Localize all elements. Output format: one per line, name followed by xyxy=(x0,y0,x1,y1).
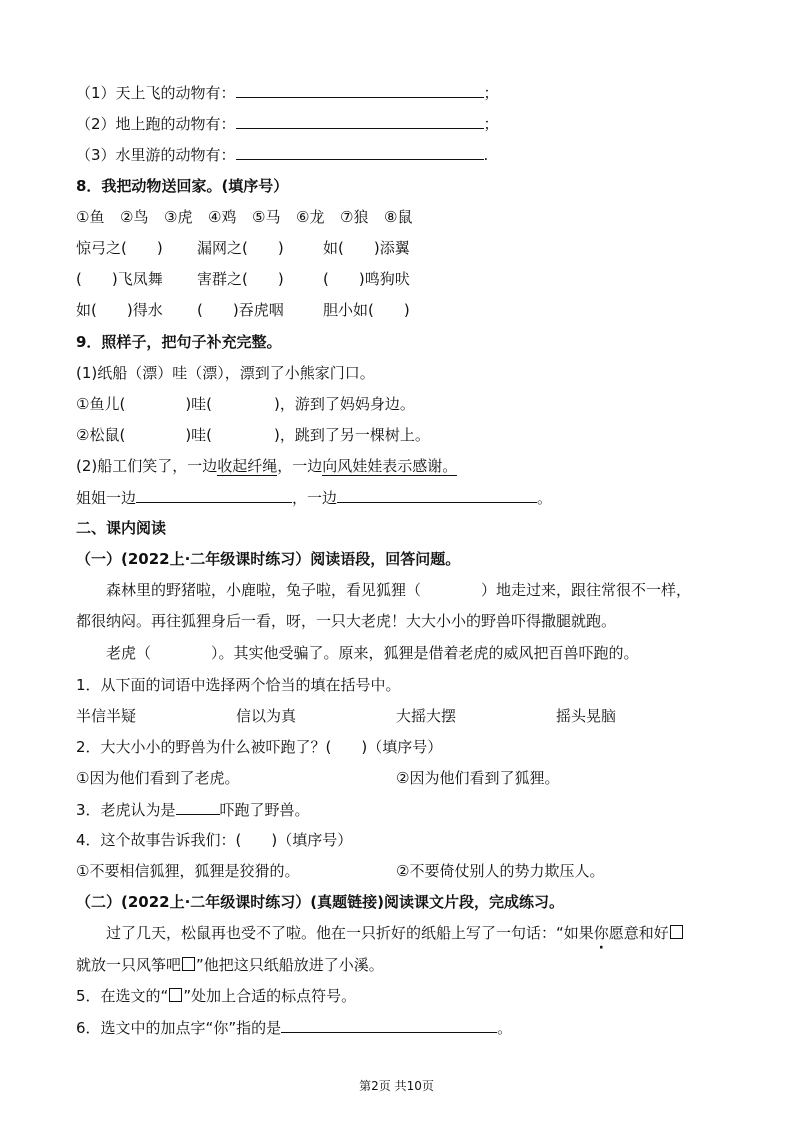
q7-1-label: （1）天上飞的动物有： xyxy=(76,84,236,102)
page-footer: 第2页 共10页 xyxy=(359,1079,434,1093)
q9-example-1: (1)纸船（漂）哇（漂），漂到了小熊家门口。 xyxy=(76,364,375,382)
answer-blank[interactable] xyxy=(281,1017,497,1033)
answer-blank[interactable] xyxy=(236,144,484,160)
q8-options: ①鱼 ②鸟 ③虎 ④鸡 ⑤马 ⑥龙 ⑦狼 ⑧鼠 xyxy=(76,208,413,226)
blank-box[interactable] xyxy=(182,957,195,971)
question-3: 3．老虎认为是 吓跑了野兽。 xyxy=(76,801,310,819)
answer-blank[interactable] xyxy=(176,799,220,815)
question-4-options: ①不要相信狐狸，狐狸是狡猾的。 ②不要倚仗别人的势力欺压人。 xyxy=(76,862,605,880)
answer-blank[interactable] xyxy=(136,487,292,503)
q9-title: 9．照样子，把句子补充完整。 xyxy=(76,333,282,351)
question-1: 1．从下面的词语中选择两个恰当的填在括号中。 xyxy=(76,676,401,694)
q7-line-2: （2）地上跑的动物有： ； xyxy=(76,115,499,133)
word-choices: 半信半疑 信以为真 大摇大摆 摇头晃脑 xyxy=(76,707,617,725)
q9-line-1: ①鱼儿( )哇( )，游到了妈妈身边。 xyxy=(76,395,415,413)
q7-line-3: （3）水里游的动物有： . xyxy=(76,146,489,164)
part2-sub1: （一）(2022上·二年级课时练习）阅读语段，回答问题。 xyxy=(76,550,461,568)
q8-row-1: 惊弓之( ) 漏网之( ) 如( )添翼 xyxy=(76,239,410,257)
q7-2-label: （2）地上跑的动物有： xyxy=(76,115,236,133)
answer-blank[interactable] xyxy=(236,82,484,98)
question-4: 4．这个故事告诉我们：( )（填序号） xyxy=(76,831,353,849)
q8-row-3: 如( )得水 ( )吞虎咽 胆小如( ) xyxy=(76,301,410,319)
passage2-line1: 过了几天，松鼠再也受不了啦。他在一只折好的纸船上写了一句话：“如果你愿意和好 xyxy=(106,923,684,943)
passage2-line2: 就放一只风筝吧 ”他把这只纸船放进了小溪。 xyxy=(76,956,384,974)
q7-3-label: （3）水里游的动物有： xyxy=(76,146,236,164)
q7-line-1: （1）天上飞的动物有： ； xyxy=(76,84,499,102)
q9-line-2: ②松鼠( )哇( )，跳到了另一棵树上。 xyxy=(76,426,430,444)
q9-example-2: (2)船工们笑了，一边收起纤绳，一边向风娃娃表示感谢。 xyxy=(76,457,458,475)
q9-sister-line: 姐姐一边 ，一边 。 xyxy=(76,489,553,507)
dotted-char: 你 xyxy=(593,924,609,942)
answer-blank[interactable] xyxy=(337,487,537,503)
part2-sub2: （二）(2022上·二年级课时练习）(真题链接)阅读课文片段，完成练习。 xyxy=(76,893,565,911)
question-2: 2．大大小小的野兽为什么被吓跑了？( )（填序号） xyxy=(76,738,443,756)
q8-row-2: ( )飞凤舞 害群之( ) ( )鸣狗吠 xyxy=(76,270,410,288)
passage1-line3: 老虎（ ）。其实他受骗了。原来，狐狸是借着老虎的威风把百兽吓跑的。 xyxy=(106,644,639,662)
question-6: 6．选文中的加点字“你”指的是 。 xyxy=(76,1019,513,1037)
passage1-line1: 森林里的野猪啦，小鹿啦，兔子啦，看见狐狸（ ）地走过来，跟往常很不一样， xyxy=(106,581,692,599)
answer-blank[interactable] xyxy=(236,113,484,129)
q8-title: 8．我把动物送回家。(填序号） xyxy=(76,177,289,195)
question-5: 5．在选文的“ ”处加上合适的标点符号。 xyxy=(76,987,357,1005)
blank-box[interactable] xyxy=(670,925,683,939)
question-2-options: ①因为他们看到了老虎。 ②因为他们看到了狐狸。 xyxy=(76,769,560,787)
passage1-line2: 都很纳闷。再往狐狸身后一看，呀，一只大老虎！大大小小的野兽吓得撒腿就跑。 xyxy=(76,612,617,630)
blank-box-icon xyxy=(169,988,182,1002)
part2-heading: 二、课内阅读 xyxy=(76,519,167,537)
